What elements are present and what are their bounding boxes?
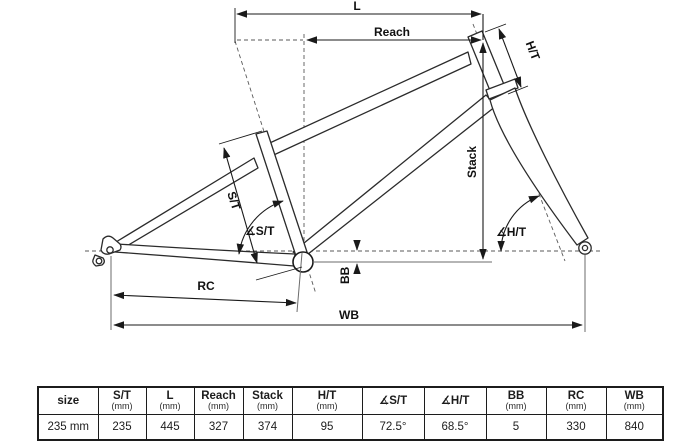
cell-bb: 5: [486, 415, 546, 441]
cell-st: 235: [98, 415, 146, 441]
ht-top-tick: [485, 24, 506, 32]
st-label: S/T: [224, 189, 244, 212]
rear-dropout: [93, 236, 121, 266]
fork-blade: [490, 88, 588, 245]
bb-label: BB: [338, 266, 352, 284]
col-header-bb: BB (mm): [486, 387, 546, 415]
col-header-l: L (mm): [146, 387, 194, 415]
table-row: [38, 415, 663, 441]
ht-angle-arc: [501, 196, 539, 251]
cell-angle-ht: 68.5°: [424, 415, 486, 441]
st-bottom-tick: [256, 267, 302, 280]
wb-label: WB: [339, 308, 359, 322]
col-header-angle-st: ∡S/T: [362, 387, 424, 415]
ht-angle-label: ∡H/T: [496, 225, 527, 239]
cell-size: 235 mm: [38, 415, 98, 441]
col-header-ht: H/T (mm): [292, 387, 362, 415]
col-header-wb: WB (mm): [606, 387, 663, 415]
ht-label: H/T: [522, 39, 543, 63]
col-header-stack: Stack (mm): [243, 387, 292, 415]
cell-l: 445: [146, 415, 194, 441]
chain-stay: [115, 244, 295, 266]
cell-reach: 327: [194, 415, 243, 441]
cell-angle-st: 72.5°: [362, 415, 424, 441]
cell-wb: 840: [606, 415, 663, 441]
rc-label: RC: [197, 279, 215, 293]
st-angle-label: ∡S/T: [245, 224, 275, 238]
cell-stack: 374: [243, 415, 292, 441]
col-header-angle-ht: ∡H/T: [424, 387, 486, 415]
table-header-row: [38, 387, 663, 415]
col-header-reach: Reach (mm): [194, 387, 243, 415]
col-header-rc: RC (mm): [546, 387, 606, 415]
cell-ht: 95: [292, 415, 362, 441]
col-header-size: size: [38, 387, 98, 415]
st-top-tick: [219, 131, 262, 144]
geometry-table: [37, 386, 664, 441]
front-dropout: [579, 242, 591, 254]
col-header-st: S/T (mm): [98, 387, 146, 415]
rc-dimension-line: [114, 295, 296, 303]
stack-label: Stack: [465, 145, 479, 179]
l-label: L: [353, 0, 361, 13]
reach-label: Reach: [373, 25, 411, 39]
ht-dimension-line: [499, 29, 521, 87]
cell-rc: 330: [546, 415, 606, 441]
